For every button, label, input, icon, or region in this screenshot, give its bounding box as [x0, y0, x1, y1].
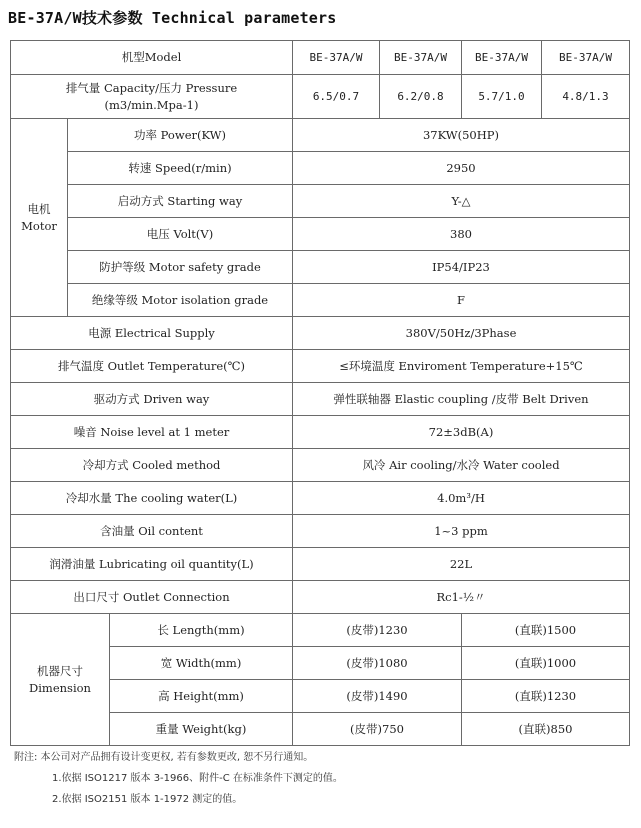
dimension-direct-value: (直联)1230 — [462, 680, 630, 713]
motor-param-value: F — [293, 284, 630, 317]
dimension-belt-value: (皮带)1080 — [293, 647, 462, 680]
dimension-belt-value: (皮带)1230 — [293, 614, 462, 647]
model-name: BE-37A/W — [462, 41, 542, 75]
capacity-label — [11, 75, 293, 119]
param-label: 排气温度 Outlet Temperature(℃) — [11, 350, 293, 383]
model-name: BE-37A/W — [380, 41, 462, 75]
motor-param-value: 2950 — [293, 152, 630, 185]
motor-group-label — [11, 119, 68, 317]
table-row-capacity — [11, 75, 630, 119]
table-row-motor — [11, 119, 630, 152]
table-row — [11, 317, 630, 350]
table-row-motor — [11, 251, 630, 284]
dimension-direct-value: (直联)1500 — [462, 614, 630, 647]
footnotes — [14, 751, 343, 814]
dimension-label: 宽 Width(mm) — [110, 647, 293, 680]
capacity-value: 6.2/0.8 — [380, 75, 462, 119]
param-value: 风冷 Air cooling/水冷 Water cooled — [293, 449, 630, 482]
table-row-motor — [11, 284, 630, 317]
motor-group-label-en: Motor — [21, 218, 57, 233]
capacity-label-line1: 排气量 Capacity/压力 Pressure — [65, 80, 238, 95]
param-value: 1~3 ppm — [293, 515, 630, 548]
dimension-direct-value: (直联)1000 — [462, 647, 630, 680]
capacity-value: 6.5/0.7 — [293, 75, 380, 119]
capacity-value: 4.8/1.3 — [542, 75, 630, 119]
table-row — [11, 449, 630, 482]
motor-param-value: 380 — [293, 218, 630, 251]
capacity-value: 5.7/1.0 — [462, 75, 542, 119]
table-row — [11, 482, 630, 515]
motor-param-label: 电压 Volt(V) — [68, 218, 293, 251]
model-label: 机型Model — [11, 41, 293, 75]
parameters-table — [10, 40, 630, 746]
table-row-motor — [11, 185, 630, 218]
param-value: 弹性联轴器 Elastic coupling /皮带 Belt Driven — [293, 383, 630, 416]
dimension-belt-value: (皮带)750 — [293, 713, 462, 746]
capacity-label-line2: (m3/min.Mpa-1) — [104, 97, 199, 112]
dimension-group-label-en: Dimension — [29, 680, 91, 695]
table-row-dimension — [11, 614, 630, 647]
param-value: ≤环境温度 Enviroment Temperature+15℃ — [293, 350, 630, 383]
footnote-main: 附注: 本公司对产品拥有设计变更权, 若有参数更改, 恕不另行通知。 — [14, 752, 314, 763]
param-value: Rc1-½〃 — [293, 581, 630, 614]
param-label: 润滑油量 Lubricating oil quantity(L) — [11, 548, 293, 581]
motor-param-label: 功率 Power(KW) — [68, 119, 293, 152]
motor-param-label: 启动方式 Starting way — [68, 185, 293, 218]
param-label: 冷却水量 The cooling water(L) — [11, 482, 293, 515]
motor-param-label: 转速 Speed(r/min) — [68, 152, 293, 185]
dimension-label: 长 Length(mm) — [110, 614, 293, 647]
param-label: 驱动方式 Driven way — [11, 383, 293, 416]
table-row — [11, 581, 630, 614]
model-name: BE-37A/W — [542, 41, 630, 75]
table-row — [11, 515, 630, 548]
motor-param-value: IP54/IP23 — [293, 251, 630, 284]
motor-group-label-cn: 电机 — [27, 201, 51, 216]
table-row-motor — [11, 218, 630, 251]
param-label: 含油量 Oil content — [11, 515, 293, 548]
dimension-direct-value: (直联)850 — [462, 713, 630, 746]
table-row-motor — [11, 152, 630, 185]
param-value: 380V/50Hz/3Phase — [293, 317, 630, 350]
footnote-item: 2.依据 ISO2151 版本 1-1972 测定的值。 — [52, 794, 243, 805]
param-label: 电源 Electrical Supply — [11, 317, 293, 350]
dimension-label: 重量 Weight(kg) — [110, 713, 293, 746]
table-row-model — [11, 41, 630, 75]
table-row — [11, 416, 630, 449]
dimension-group-label-cn: 机器尺寸 — [37, 663, 83, 678]
footnote-item: 1.依据 ISO1217 版本 3-1966、附件-C 在标准条件下测定的值。 — [52, 773, 343, 784]
dimension-label: 高 Height(mm) — [110, 680, 293, 713]
table-row — [11, 383, 630, 416]
dimension-belt-value: (皮带)1490 — [293, 680, 462, 713]
motor-param-value: 37KW(50HP) — [293, 119, 630, 152]
dimension-group-label — [11, 614, 110, 746]
param-label: 冷却方式 Cooled method — [11, 449, 293, 482]
motor-param-value: Y-△ — [293, 185, 630, 218]
param-label: 噪音 Noise level at 1 meter — [11, 416, 293, 449]
table-row — [11, 548, 630, 581]
model-name: BE-37A/W — [293, 41, 380, 75]
motor-param-label: 绝缘等级 Motor isolation grade — [68, 284, 293, 317]
param-value: 22L — [293, 548, 630, 581]
motor-param-label: 防护等级 Motor safety grade — [68, 251, 293, 284]
page-title: BE-37A/W技术参数 Technical parameters — [8, 9, 337, 27]
table-row — [11, 350, 630, 383]
param-value: 4.0m³/H — [293, 482, 630, 515]
param-label: 出口尺寸 Outlet Connection — [11, 581, 293, 614]
param-value: 72±3dB(A) — [293, 416, 630, 449]
